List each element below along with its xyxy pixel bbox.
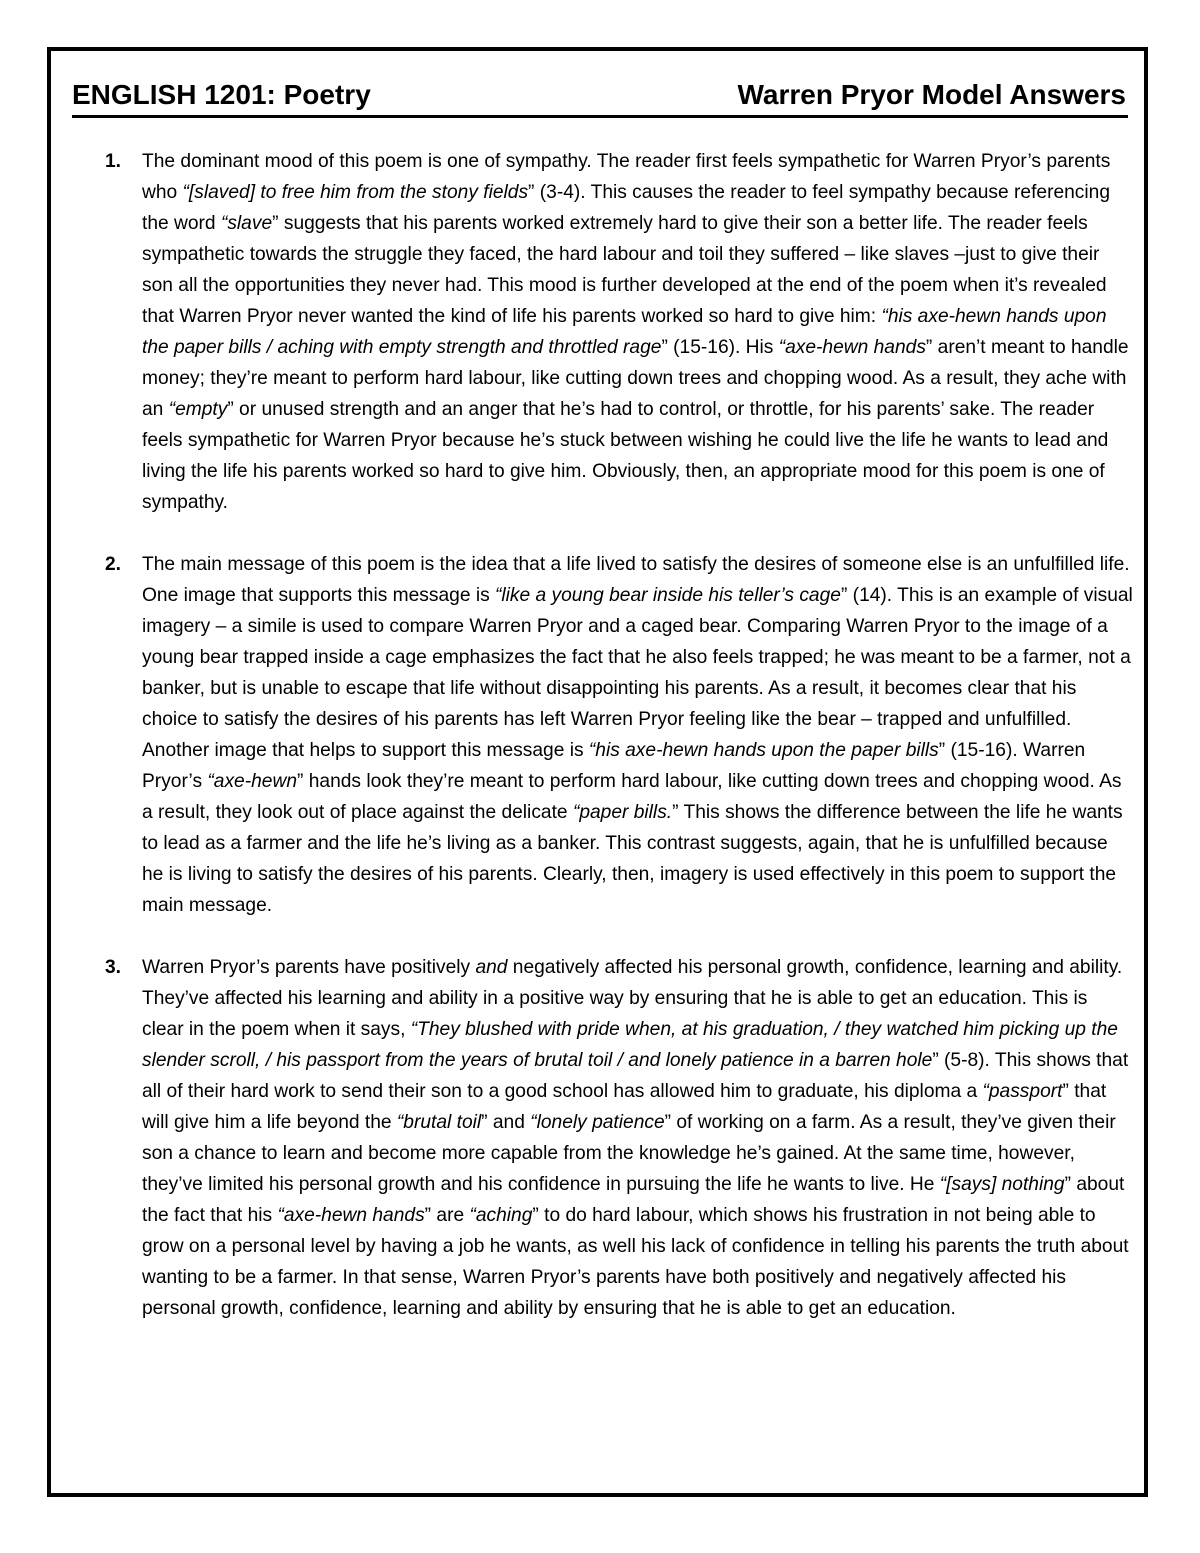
poem-quote: “[slaved] to free him from the stony fields	[182, 182, 529, 203]
answer-text: ” of working on a farm. As a result, they’ve given their son a chance to learn and become more capable from the knowledge he’s gained. At the same time, however, they’ve limited his personal growth and his confidence in pursuing the life he wants to live. He	[142, 1112, 1116, 1195]
poem-quote: “his axe-hewn hands upon the paper bills / aching with empty strength and throttled rage	[142, 306, 1107, 358]
answer-text: negatively affected his personal growth, confidence, learning and ability. They’ve affected his learning and ability in a positive way by ensuring that he is able to get an education. This is clear in the poem when it says,	[142, 957, 1123, 1040]
poem-quote: “They blushed with pride when, at his graduation, / they watched him picking up the slender scroll, / his passport from the years of brutal toil / and lonely patience in a barren hole	[142, 1019, 1118, 1071]
emphasis-text: and	[475, 957, 508, 978]
answer-text: ” (14). This is an example of visual imagery – a simile is used to compare Warren Pryor and a caged bear. Comparing Warren Pryor to the image of a young bear trapped inside a cage emphasizes the fact that he also feels trapped; he was meant to be a farmer, not a banker, but is unable to escape that life without disappointing his parents. As a result, it becomes clear that his choice to satisfy the desires of his parents has left Warren Pryor feeling like the bear – trapped and unfulfilled. Another image that helps to support this message is	[142, 585, 1133, 761]
answer-list	[105, 146, 1134, 1355]
poem-quote: “slave	[220, 213, 273, 234]
poem-quote: “his axe-hewn hands upon the paper bills	[588, 740, 939, 761]
poem-quote: “axe-hewn	[207, 771, 297, 792]
poem-quote: “aching	[469, 1205, 533, 1226]
answer-text: ” hands look they’re meant to perform hard labour, like cutting down trees and chopping wood. As a result, they look out of place against the delicate	[142, 771, 1122, 823]
answer-text: ” (15-16). Warren Pryor’s	[142, 740, 1086, 792]
answer-text: ” suggests that his parents worked extremely hard to give their son a better life. The reader feels sympathetic towards the struggle they faced, the hard labour and toil they suffered – like slaves –just to give their son all the opportunities they never had. This mood is further developed at the end of the poem when it’s revealed that Warren Pryor never wanted the kind of life his parents worked so hard to give him:	[142, 213, 1107, 327]
poem-quote: “axe-hewn hands	[778, 337, 926, 358]
poem-quote: “axe-hewn hands	[277, 1205, 425, 1226]
answer-text: ” are	[424, 1205, 470, 1226]
answer-text: ” to do hard labour, which shows his frustration in not being able to grow on a personal level by having a job he wants, as well his lack of confidence in telling his parents the truth about wanting to be a farmer. In that sense, Warren Pryor’s parents have both positively and negatively affected his personal growth, confidence, learning and ability by ensuring that he is able to get an education.	[142, 1205, 1129, 1319]
answer-text: ” about the fact that his	[142, 1174, 1125, 1226]
poem-quote: “passport	[982, 1081, 1063, 1102]
poem-quote: “paper bills.	[572, 802, 673, 823]
course-title: ENGLISH 1201: Poetry	[72, 79, 371, 110]
answer-text: ” aren’t meant to handle money; they’re meant to perform hard labour, like cutting down trees and chopping wood. As a result, they ache with an	[142, 337, 1129, 420]
answer-text: The main message of this poem is the idea that a life lived to satisfy the desires of someone else is an unfulfilled life. One image that supports this message is	[142, 554, 1130, 606]
answer-item-3	[105, 952, 1134, 1324]
answer-number: 1.	[105, 151, 122, 172]
poem-quote: “empty	[168, 399, 228, 420]
answer-text: ” (5-8). This shows that all of their hard work to send their son to a good school has allowed him to graduate, his diploma a	[142, 1050, 1129, 1102]
document-title: Warren Pryor Model Answers	[737, 79, 1126, 110]
answer-item-1	[105, 146, 1134, 518]
answer-text: The dominant mood of this poem is one of sympathy. The reader first feels sympathetic for Warren Pryor’s parents who	[142, 151, 1111, 203]
answer-text: ” This shows the difference between the life he wants to lead as a farmer and the life he’s living as a banker. This contrast suggests, again, that he is unfulfilled because he is living to satisfy the desires of his parents. Clearly, then, imagery is used effectively in this poem to support the main message.	[142, 802, 1123, 916]
poem-quote: “[says] nothing	[939, 1174, 1065, 1195]
answer-text: ” (3-4). This causes the reader to feel sympathy because referencing the word	[142, 182, 1111, 234]
answer-number: 2.	[105, 554, 122, 575]
answer-text: Warren Pryor’s parents have positively	[142, 957, 476, 978]
answer-number: 3.	[105, 957, 122, 978]
answer-text: ” or unused strength and an anger that he’s had to control, or throttle, for his parents’ sake. The reader feels sympathetic for Warren Pryor because he’s stuck between wishing he could live the life he wants to lead and living the life his parents worked so hard to give him. Obviously, then, an appropriate mood for this poem is one of sympathy.	[142, 399, 1109, 513]
poem-quote: “lonely patience	[530, 1112, 665, 1133]
answer-text: ” and	[481, 1112, 531, 1133]
answer-text: ” that will give him a life beyond the	[142, 1081, 1107, 1133]
answer-text: ” (15-16). His	[661, 337, 779, 358]
poem-quote: “like a young bear inside his teller’s cage	[495, 585, 841, 606]
answer-item-2	[105, 549, 1134, 921]
poem-quote: “brutal toil	[396, 1112, 482, 1133]
page-header	[72, 78, 1128, 118]
